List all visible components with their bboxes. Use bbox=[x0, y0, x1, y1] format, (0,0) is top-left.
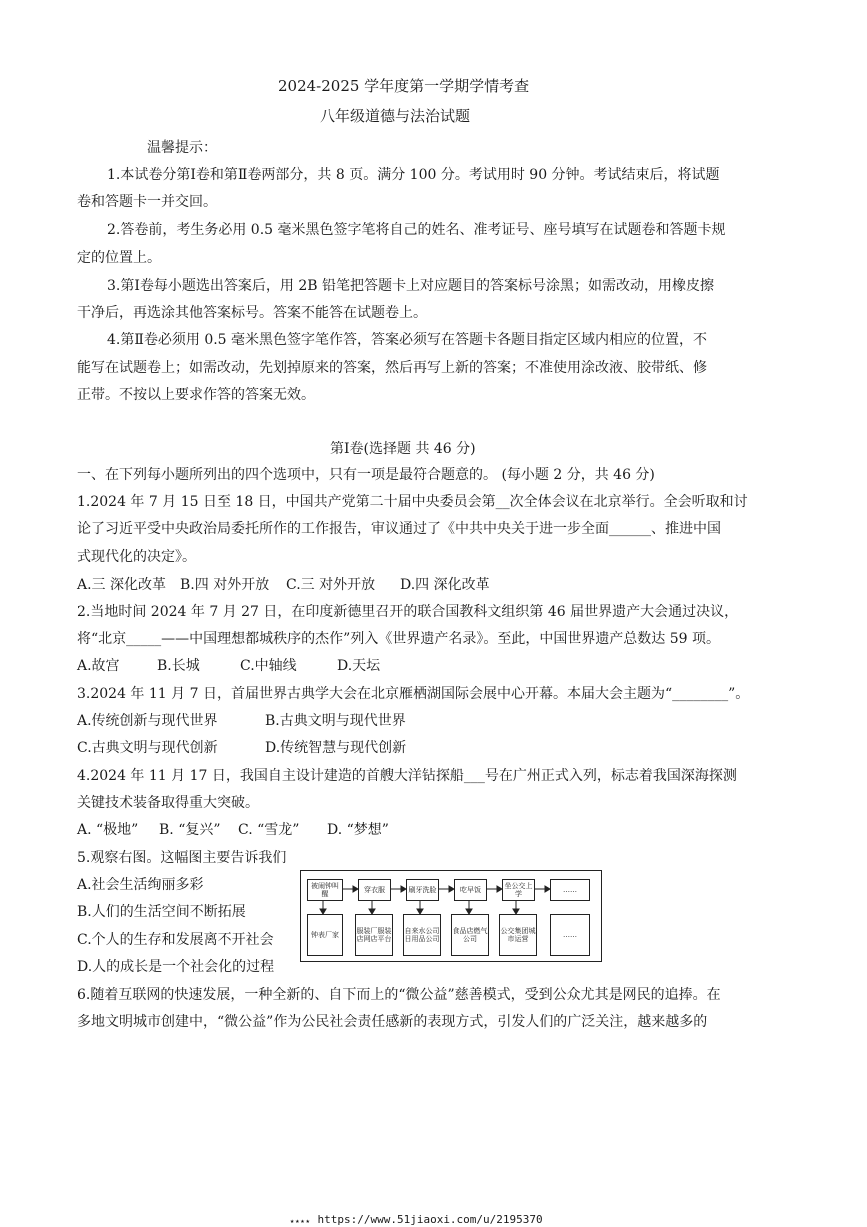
diagram-box-clothing: 服装厂服装店网店平台 bbox=[355, 914, 393, 956]
footer-url[interactable]: https://www.51jiaoxi.com/u/2195370 bbox=[317, 1213, 543, 1226]
option-b: B. “复兴” bbox=[159, 822, 221, 838]
tips-line: 1.本试卷分第Ⅰ卷和第Ⅱ卷两部分，共 8 页。满分 100 分。考试用时 90 分钟。考试结束后，将试题 bbox=[107, 167, 720, 183]
diagram-box-food: 食品店燃气公司 bbox=[451, 914, 489, 956]
diagram-box-more: …… bbox=[550, 879, 590, 901]
option-a: A.传统创新与现代世界 bbox=[77, 713, 218, 729]
question-line: 论了习近平受中央政治局委托所作的工作报告，审议通过了《中共中央关于进一步全面______、推进中国 bbox=[77, 521, 721, 537]
option-a: A. “极地” bbox=[77, 822, 139, 838]
question-line: 关键技术装备取得重大突破。 bbox=[77, 795, 259, 811]
question-line: 将“北京_____——中国理想都城秩序的杰作”列入《世界遗产名录》。至此，中国世界遗产总数达 59 项。 bbox=[77, 631, 721, 647]
question-line: 6.随着互联网的快速发展，一种全新的、自下而上的“微公益”慈善模式，受到公众尤其是网民的追捧。在 bbox=[77, 987, 721, 1003]
tips-line: 干净后，再选涂其他答案标号。答案不能答在试题卷上。 bbox=[77, 305, 427, 321]
option-d: D.传统智慧与现代创新 bbox=[265, 740, 407, 756]
option-d: D.四 深化改革 bbox=[400, 577, 490, 593]
option-d: D.天坛 bbox=[337, 658, 381, 674]
tips-heading: 温馨提示： bbox=[147, 140, 217, 156]
diagram-box-dress: 穿衣服 bbox=[358, 879, 391, 901]
tips-line: 正带。不按以上要求作答的答案无效。 bbox=[77, 387, 315, 403]
option-a: A.社会生活绚丽多彩 bbox=[77, 877, 204, 893]
option-c: C.中轴线 bbox=[240, 658, 297, 674]
diagram-box-more: …… bbox=[550, 914, 590, 956]
section-heading: 第Ⅰ卷(选择题 共 46 分) bbox=[330, 441, 476, 457]
option-a: A.三 深化改革 bbox=[77, 577, 167, 593]
tips-line: 卷和答题卡一并交回。 bbox=[77, 194, 217, 210]
option-d: D. “梦想” bbox=[327, 822, 389, 838]
option-b: B.古典文明与现代世界 bbox=[265, 713, 406, 729]
option-c: C.个人的生存和发展离不开社会 bbox=[77, 932, 274, 948]
diagram-box-water: 自来水公司日用品公司 bbox=[403, 914, 441, 956]
option-c: C.三 对外开放 bbox=[286, 577, 376, 593]
option-b: B.四 对外开放 bbox=[180, 577, 270, 593]
question-line: 1.2024 年 7 月 15 日至 18 日，中国共产党第二十届中央委员会第__次全体会议在北京举行。全会听取和讨 bbox=[77, 494, 748, 510]
option-d: D.人的成长是一个社会化的过程 bbox=[77, 959, 275, 975]
footer bbox=[290, 1213, 543, 1226]
question-line: 多地文明城市创建中，“微公益”作为公民社会责任感新的表现方式，引发人们的广泛关注，越来越多的 bbox=[77, 1014, 708, 1030]
tips-line: 3.第Ⅰ卷每小题选出答案后，用 2B 铅笔把答题卡上对应题目的答案标号涂黑；如需改动，用橡皮擦 bbox=[107, 278, 714, 294]
tips-line: 定的位置上。 bbox=[77, 250, 161, 266]
option-c: C.古典文明与现代创新 bbox=[77, 740, 218, 756]
question-line: 式现代化的决定》。 bbox=[77, 549, 196, 565]
tips-line: 4.第Ⅱ卷必须用 0.5 毫米黑色签字笔作答，答案必须写在答题卡各题目指定区域内相应的位置，不 bbox=[107, 332, 708, 348]
daily-life-diagram bbox=[300, 870, 602, 962]
option-a: A.故宫 bbox=[77, 658, 120, 674]
diagram-box-transit: 公交集团城市运营 bbox=[499, 914, 537, 956]
diagram-box-bus: 坐公交上学 bbox=[502, 879, 535, 901]
question-line: 2.当地时间 2024 年 7 月 27 日，在印度新德里召开的联合国教科文组织第 46 届世界遗产大会通过决议， bbox=[77, 604, 739, 620]
question-line: 5.观察右图。这幅图主要告诉我们 bbox=[77, 850, 287, 866]
diagram-box-clock-factory: 钟表厂家 bbox=[307, 914, 343, 956]
diagram-box-breakfast: 吃早饭 bbox=[454, 879, 487, 901]
option-b: B.长城 bbox=[157, 658, 200, 674]
option-b: B.人们的生活空间不断拓展 bbox=[77, 904, 246, 920]
question-line: 4.2024 年 11 月 17 日，我国自主设计建造的首艘大洋钻探船___号在广州正式入列，标志着我国深海探测 bbox=[77, 768, 737, 784]
option-c: C. “雪龙” bbox=[238, 822, 300, 838]
question-line: 3.2024 年 11 月 7 日，首届世界古典学大会在北京雁栖湖国际会展中心开幕。本届大会主题为“________”。 bbox=[77, 686, 750, 702]
diagram-box-wash: 刷牙洗脸 bbox=[406, 879, 439, 901]
exam-title: 2024-2025 学年度第一学期学情考查 bbox=[278, 77, 530, 95]
section-instruction: 一、在下列每小题所列出的四个选项中，只有一项是最符合题意的。 (每小题 2 分，共 46 分) bbox=[77, 467, 655, 483]
tips-line: 2.答卷前，考生务必用 0.5 毫米黑色签字笔将自己的姓名、准考证号、座号填写在试题卷和答题卡规 bbox=[107, 222, 726, 238]
footer-stars: ★★★★ bbox=[290, 1217, 311, 1225]
exam-subtitle: 八年级道德与法治试题 bbox=[320, 107, 471, 125]
diagram-box-wake: 被闹钟叫醒 bbox=[307, 879, 343, 901]
tips-line: 能写在试题卷上；如需改动，先划掉原来的答案，然后再写上新的答案；不准使用涂改液、胶带纸、修 bbox=[77, 360, 707, 376]
